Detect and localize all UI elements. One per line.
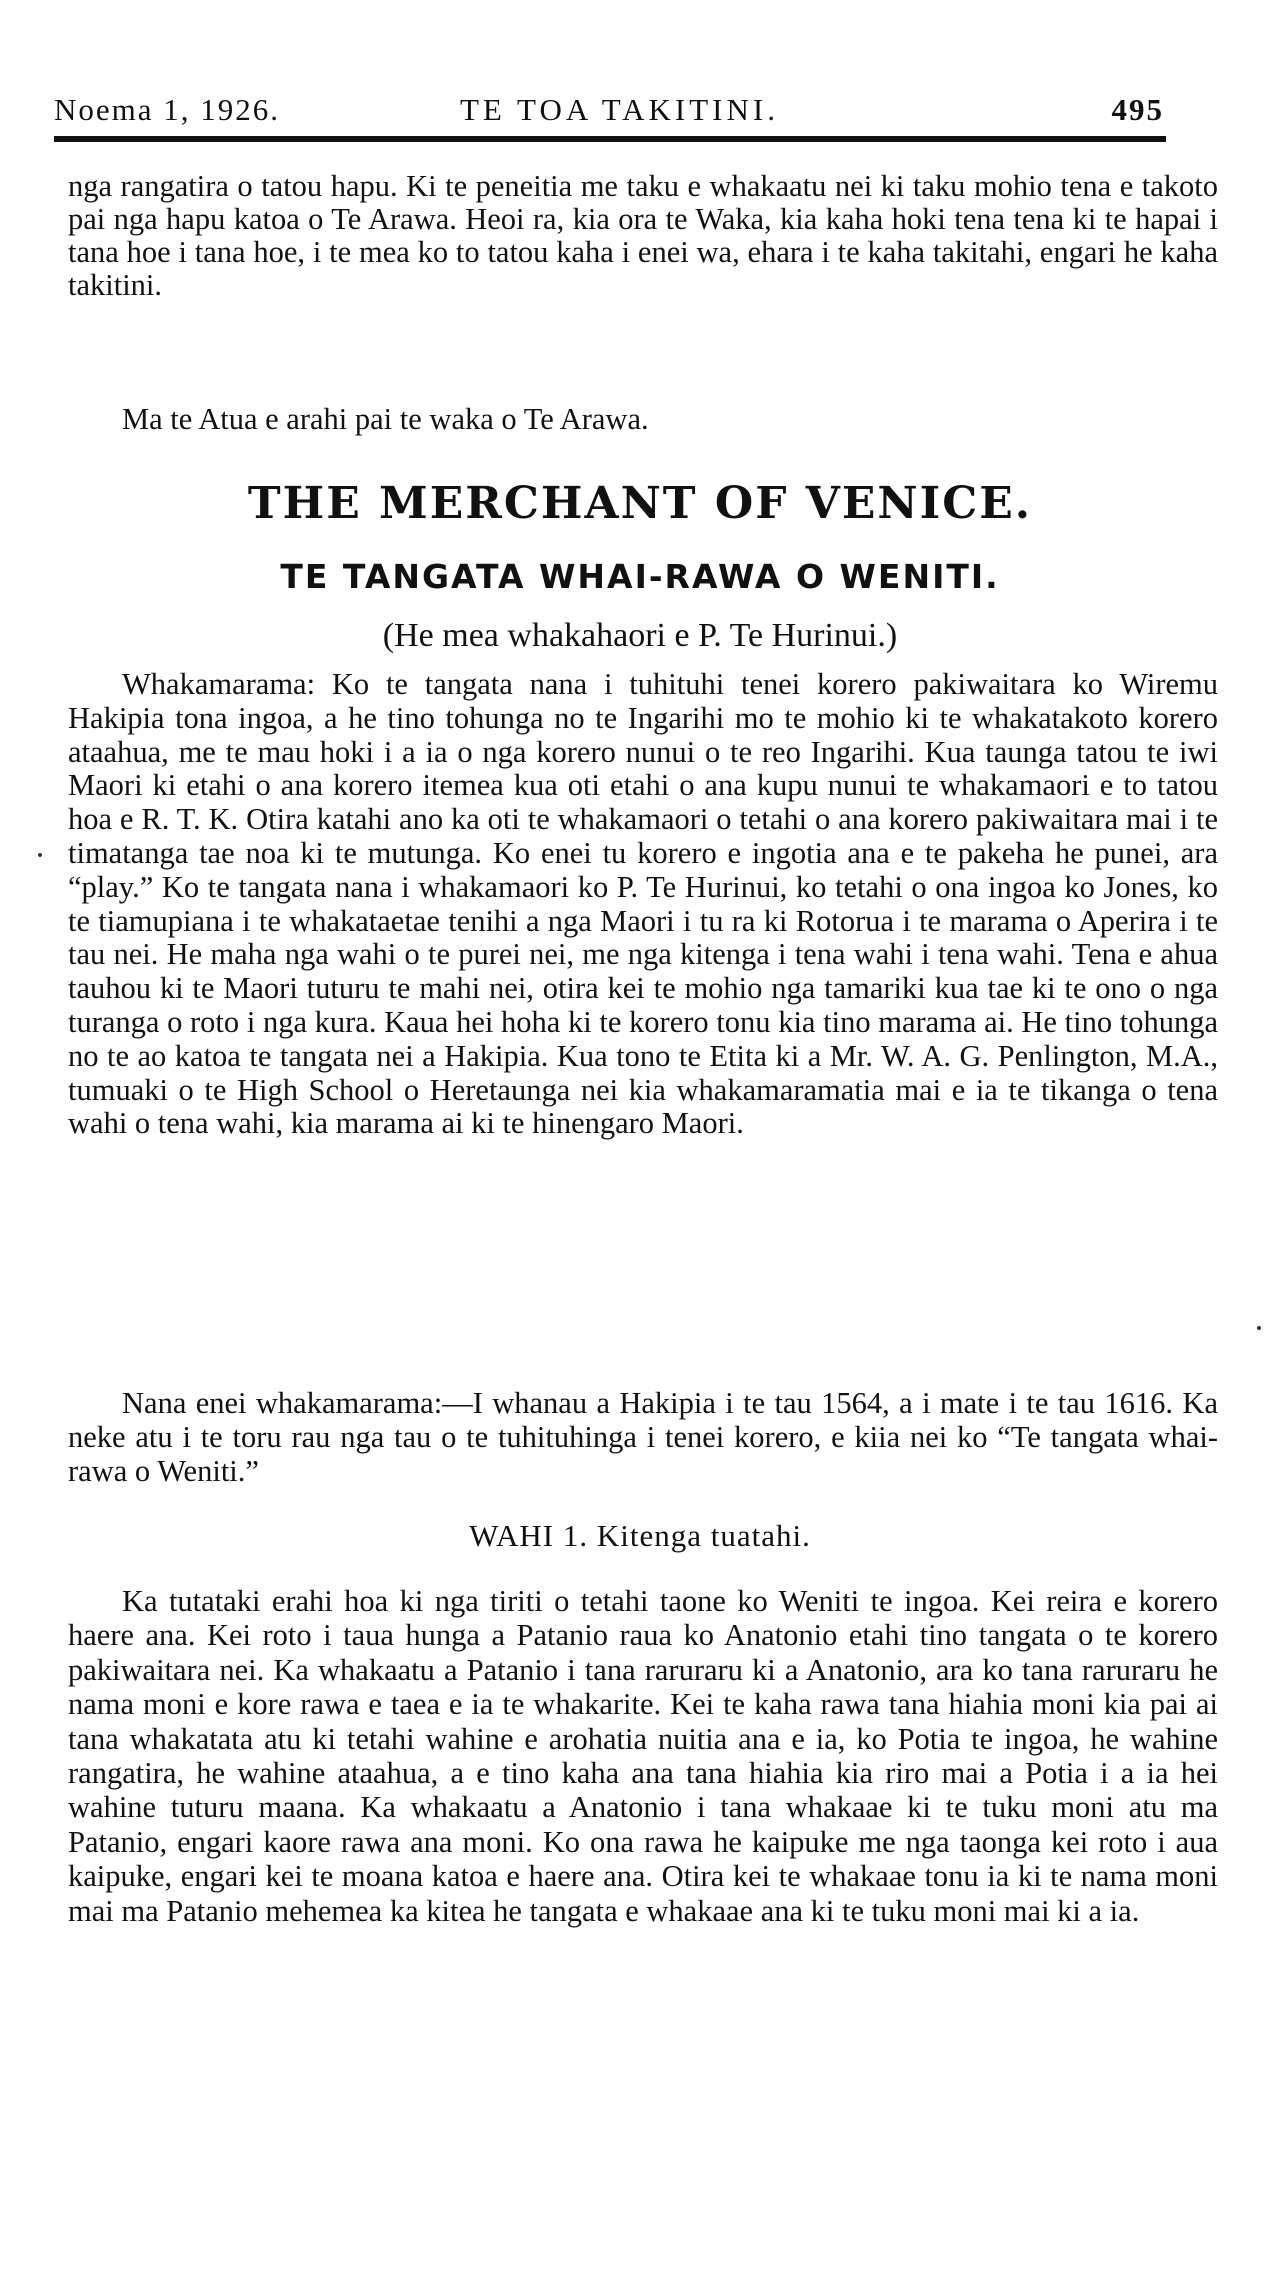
issue-date: Noema 1, 1926. <box>54 92 281 127</box>
print-speck <box>1257 1326 1261 1330</box>
article-title: THE MERCHANT OF VENICE. <box>247 478 1033 529</box>
running-header <box>54 92 1164 142</box>
section-heading: WAHI 1. Kitenga tuatahi. <box>469 1518 811 1553</box>
intro-paragraph-text: nga rangatira o tatou hapu. Ki te peneitia me taku e whakaatu nei ki taku mohio tena e takoto pai nga hapu katoa o Te Arawa. Heoi ra, kia ora te Waka, kia kaha hoki tena tena ki te hapai i tana hoe i tana hoe, i te mea ko to tatou kaha i enei wa, ehara i te kaha takitahi, engari he kaha takitini. <box>68 169 1218 302</box>
note-paragraph <box>68 1386 1218 1488</box>
header-rule <box>54 136 1166 142</box>
foreword-text: Whakamarama: Ko te tangata nana i tuhituhi tenei korero pakiwaitara ko Wiremu Hakipia tona ingoa, a he tino tohunga no te Ingarihi mo te mohio ki te whakatakoto korero ataahua, me te mau hoki i a ia o nga korero nunui o te reo Ingarihi. Kua taunga tatou te iwi Maori ki etahi o ana korero itemea kua oti etahi o ana kupu nunui te whakamaori e to tatou hoa e R. T. K. Otira katahi ano ka oti te whakamaori o tetahi o ana korero pakiwaitara mai i te timatanga tae noa ki te mutunga. Ko enei tu korero e ingotia ana e te pakeha he punei, ara “play.” Ko te tangata nana i whakamaori ko P. Te Hurinui, ko tetahi o ona ingoa ko Jones, ko te tiamupiana i te whakataetae tenihi a nga Maori i tu ra ki Rotorua i te marama o Aperira i te tau nei. He maha nga wahi o te purei nei, me nga kitenga i tena wahi i tena wahi. Tena e ahua tauhou ki te Maori tuturu te mahi nei, otira kei te mohio nga tamariki kua tae ki te ono o nga turanga o roto i nga kura. Kaua hei hoha ki te korero tonu kia tino marama ai. He tino tohunga no te ao katoa te tangata nei a Hakipia. Kua tono te Etita ki a Mr. W. A. G. Penlington, M.A., tumuaki o te High School o Heretaunga nei kia whakamaramatia mai e ia te tikanga o tena wahi o tena wahi, kia marama ai ki te hinengaro Maori. <box>68 667 1218 1141</box>
closing-line <box>68 403 1218 436</box>
print-speck <box>38 853 42 857</box>
closing-line-text: Ma te Atua e arahi pai te waka o Te Arawa. <box>122 402 649 436</box>
article-byline: (He mea whakahaori e P. Te Hurinui.) <box>382 617 898 654</box>
foreword-paragraph <box>68 668 1218 1141</box>
scene-paragraph <box>68 1584 1218 1928</box>
scene-text: Ka tutataki erahi hoa ki nga tiriti o tetahi taone ko Weniti te ingoa. Kei reira e korero haere ana. Kei roto i taua hunga a Patanio raua ko Anatonio etahi tino tangata o te korero pakiwaitara nei. Ka whakaatu a Patanio i tana raruraru ki a Anatonio, ara ko tana raruraru he nama moni e kore rawa e taea e ia te whakarite. Kei te kaha rawa tana hiahia moni kia pai ai tana whakatata atu ki tetahi wahine e arohatia nuitia ana e ia, ko Potia te ingoa, he wahine rangatira, he wahine ataahua, a e tino kaha ana tana hiahia kia riro mai a Potia i a ia hei wahine tuturu maana. Ka whakaatu a Anatonio i tana whakaae ki te tuku moni atu ma Patanio, engari kaore rawa ana moni. Ko ona rawa he kaipuke me nga taonga kei roto i aua kaipuke, engari kei te moana katoa e haere ana. Otira kei te whakaae tonu ia ki te nama moni mai ma Patanio mehemea ka kitea he tangata e whakaae ana ki te tuku moni mai ki a ia. <box>68 1584 1218 1928</box>
article-subtitle: TE TANGATA WHAI-RAWA O WENITI. <box>280 557 1000 596</box>
note-text: Nana enei whakamarama:—I whanau a Hakipia i te tau 1564, a i mate i te tau 1616. Ka neke atu i te toru rau nga tau o te tuhituhinga i tenei korero, e kiia nei ko “Te tangata whai-rawa o Weniti.” <box>68 1386 1218 1488</box>
page-number: 495 <box>1111 92 1164 127</box>
intro-paragraph <box>68 170 1218 385</box>
publication-title: TE TOA TAKITINI. <box>460 92 779 127</box>
